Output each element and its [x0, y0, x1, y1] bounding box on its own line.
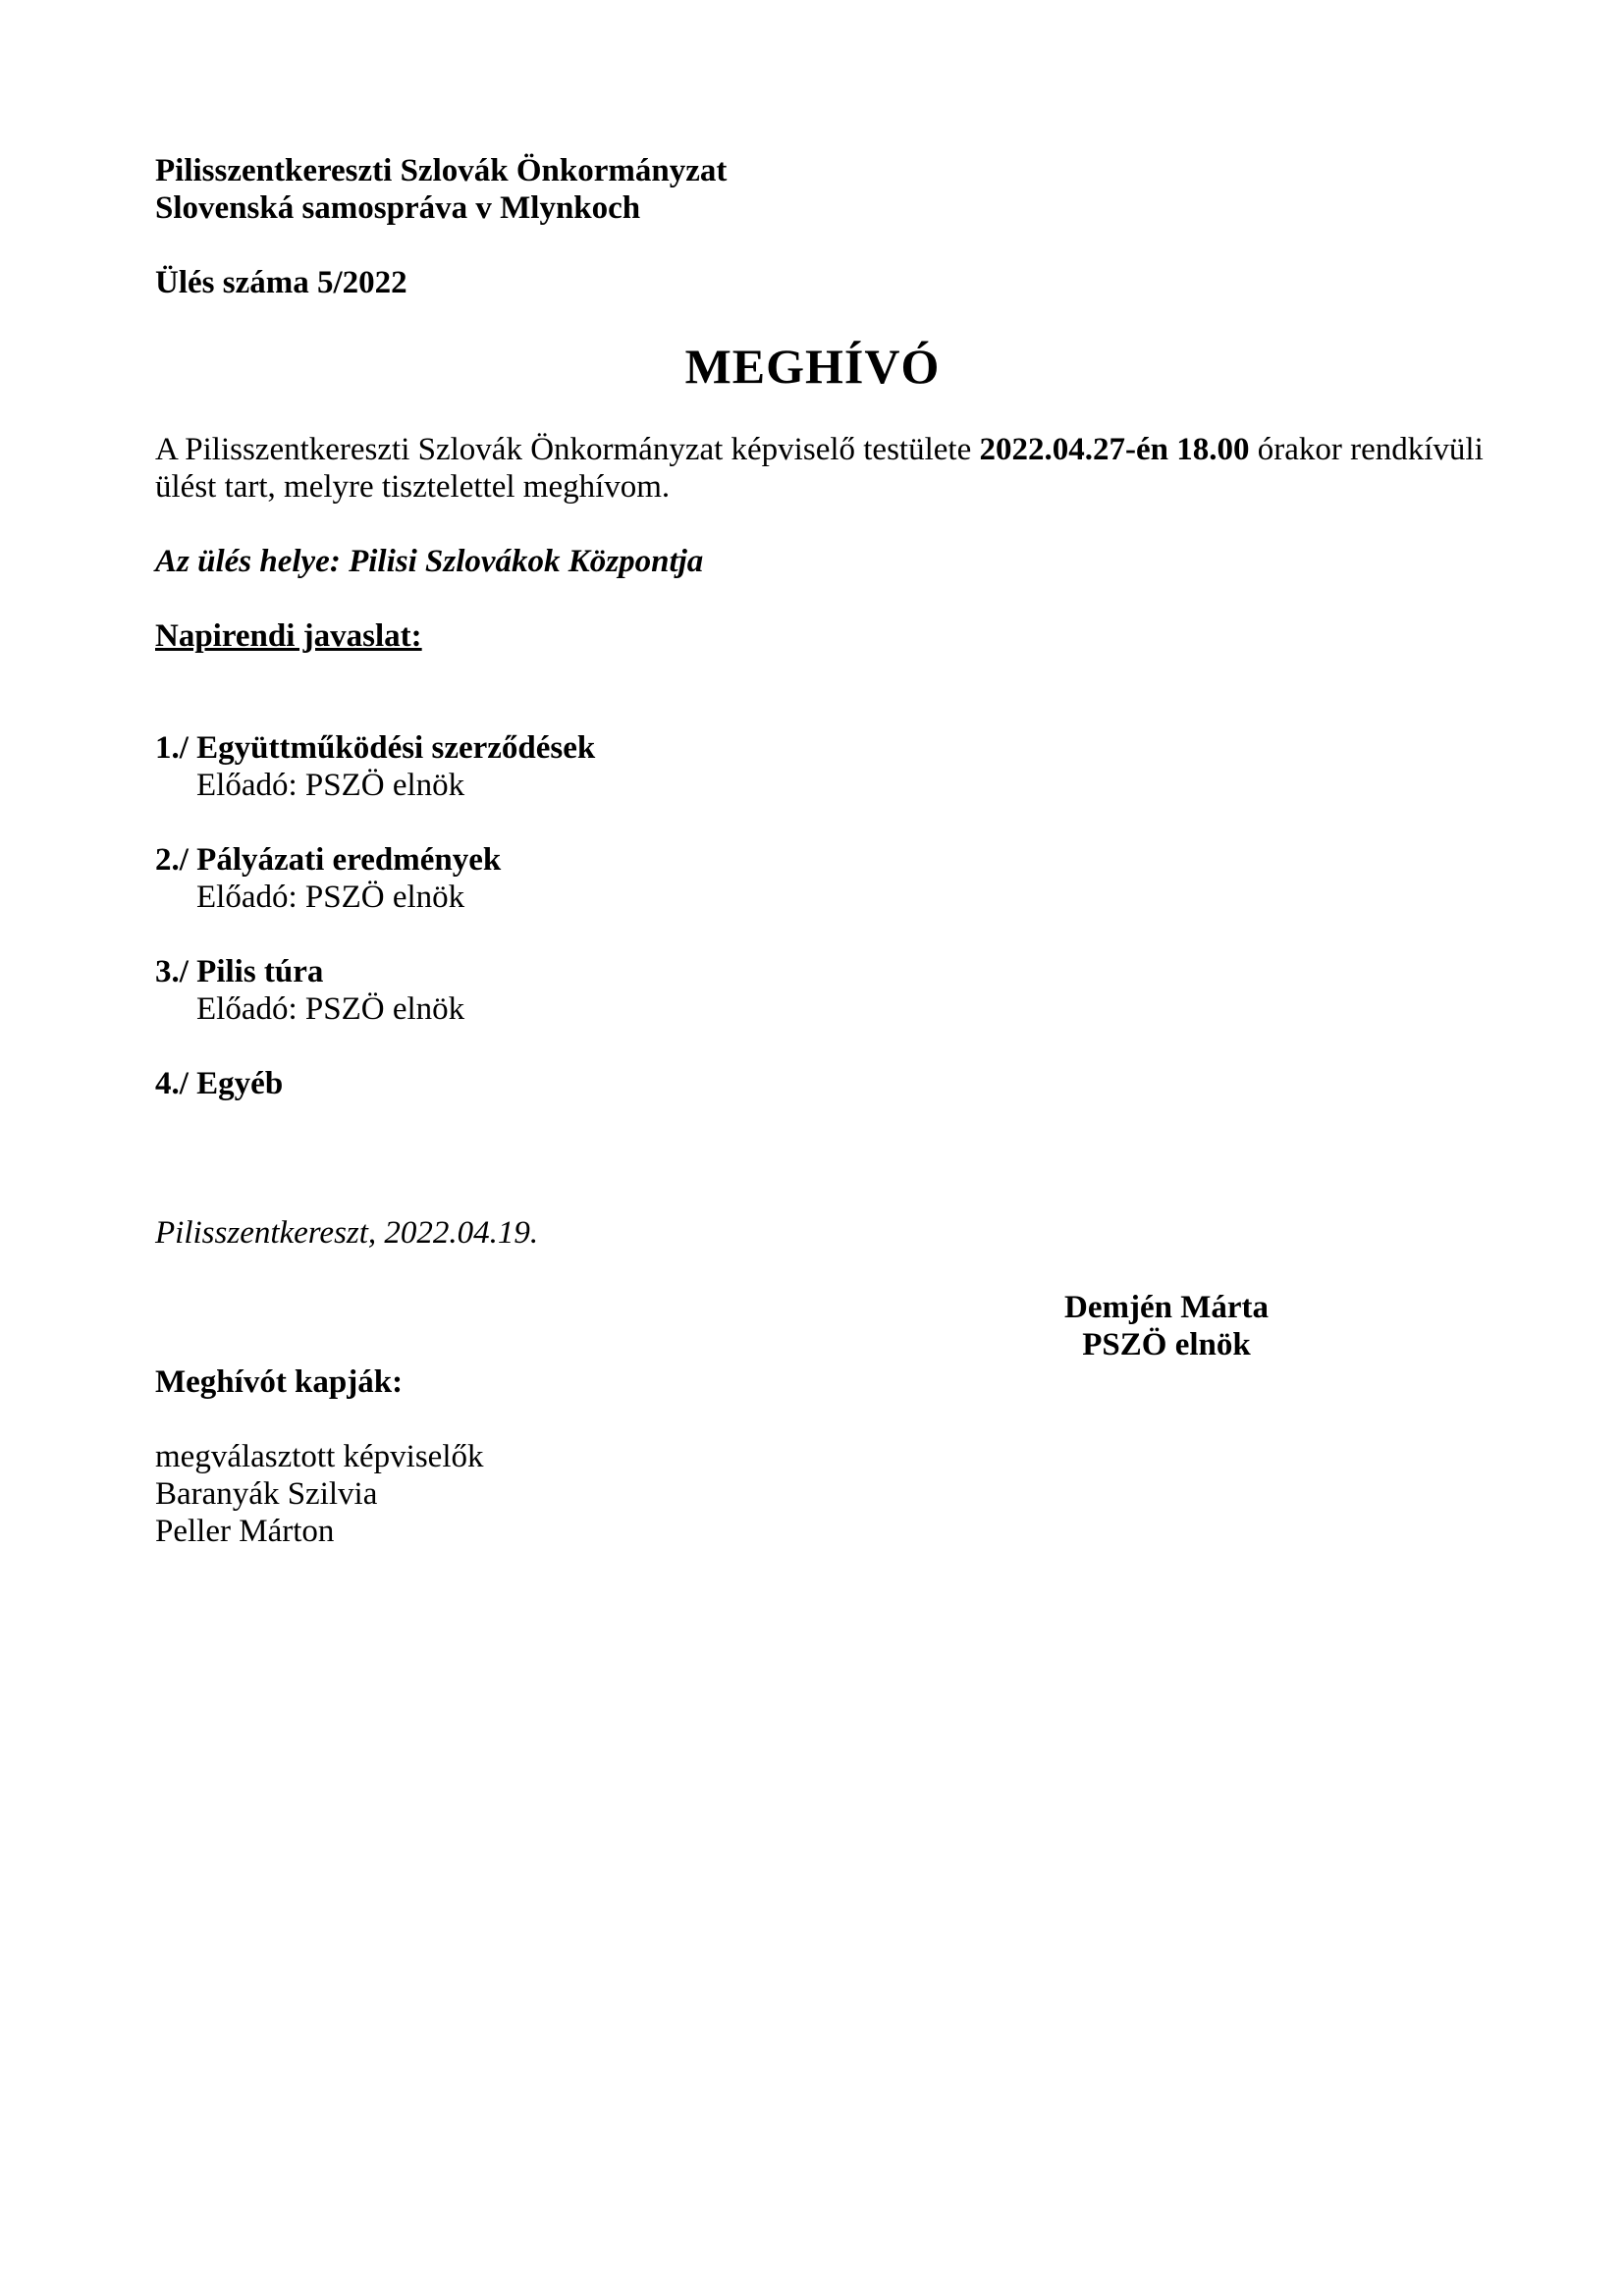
spacer [155, 227, 1470, 264]
agenda-item-number: 3./ [155, 954, 189, 989]
recipient-item: megválasztott képviselők [155, 1439, 484, 1474]
spacer [155, 655, 1470, 729]
spacer [155, 1252, 1470, 1289]
meeting-location-label: Az ülés helye: [155, 544, 350, 579]
signature-block [965, 1289, 1368, 1363]
agenda-list [155, 729, 1470, 1102]
agenda-item-title: 3./ Pilis túra [155, 954, 324, 989]
agenda-item-number: 1./ [155, 730, 189, 766]
invitation-paragraph [155, 431, 1484, 506]
agenda-item-3 [155, 953, 1470, 1028]
session-number-line: Ülés száma 5/2022 [155, 265, 407, 300]
agenda-item-presenter: Előadó: PSZÖ elnök [196, 768, 465, 803]
letterhead [155, 152, 1470, 301]
agenda-item-title: 4./ Egyéb [155, 1066, 284, 1101]
agenda-item-1 [155, 729, 1470, 804]
meeting-location-value: Pilisi Szlovákok Központja [349, 544, 704, 579]
recipient-item: Peller Márton [155, 1514, 335, 1549]
agenda-item-4 [155, 1065, 1470, 1102]
agenda-item-title: 1./ Együttműködési szerződések [155, 730, 596, 766]
spacer [155, 580, 1470, 617]
spacer [155, 506, 1470, 543]
spacer [155, 1102, 1470, 1214]
invitation-after-datetime: órakor [1249, 432, 1351, 467]
spacer [155, 1401, 1470, 1438]
invitation-lead-text: A Pilisszentkereszti Szlovák Önkormányzat képviselő testülete [155, 432, 980, 467]
agenda-item-presenter: Előadó: PSZÖ elnök [196, 991, 465, 1027]
agenda-item-number: 2./ [155, 842, 189, 878]
invitation-line1 [155, 432, 1350, 467]
recipient-item: Baranyák Szilvia [155, 1476, 378, 1512]
agenda-heading: Napirendi javaslat: [155, 618, 422, 654]
invitation-rest-text: rendkívüli ülést tart, melyre tisztelettel meghívom. [155, 432, 1484, 505]
org-name-slovak: Slovenská samospráva v Mlynkoch [155, 190, 641, 226]
agenda-item-title: 2./ Pályázati eredmények [155, 842, 502, 878]
spacer [155, 394, 1470, 431]
recipients-heading: Meghívót kapják: [155, 1364, 404, 1400]
org-name-hungarian: Pilisszentkereszti Szlovák Önkormányzat [155, 153, 728, 188]
agenda-item-2 [155, 841, 1470, 916]
meeting-datetime: 2022.04.27-én 18.00 [979, 432, 1250, 467]
spacer [155, 301, 1470, 339]
signatory-title: PSZÖ elnök [1082, 1327, 1251, 1362]
meeting-location-line [155, 543, 1470, 580]
agenda-item-number: 4./ [155, 1066, 189, 1101]
place-date-line: Pilisszentkereszt, 2022.04.19. [155, 1215, 539, 1251]
recipients-list [155, 1438, 1470, 1550]
agenda-item-presenter: Előadó: PSZÖ elnök [196, 880, 465, 915]
signatory-name: Demjén Márta [1064, 1290, 1269, 1325]
document-title: MEGHÍVÓ [684, 339, 941, 394]
